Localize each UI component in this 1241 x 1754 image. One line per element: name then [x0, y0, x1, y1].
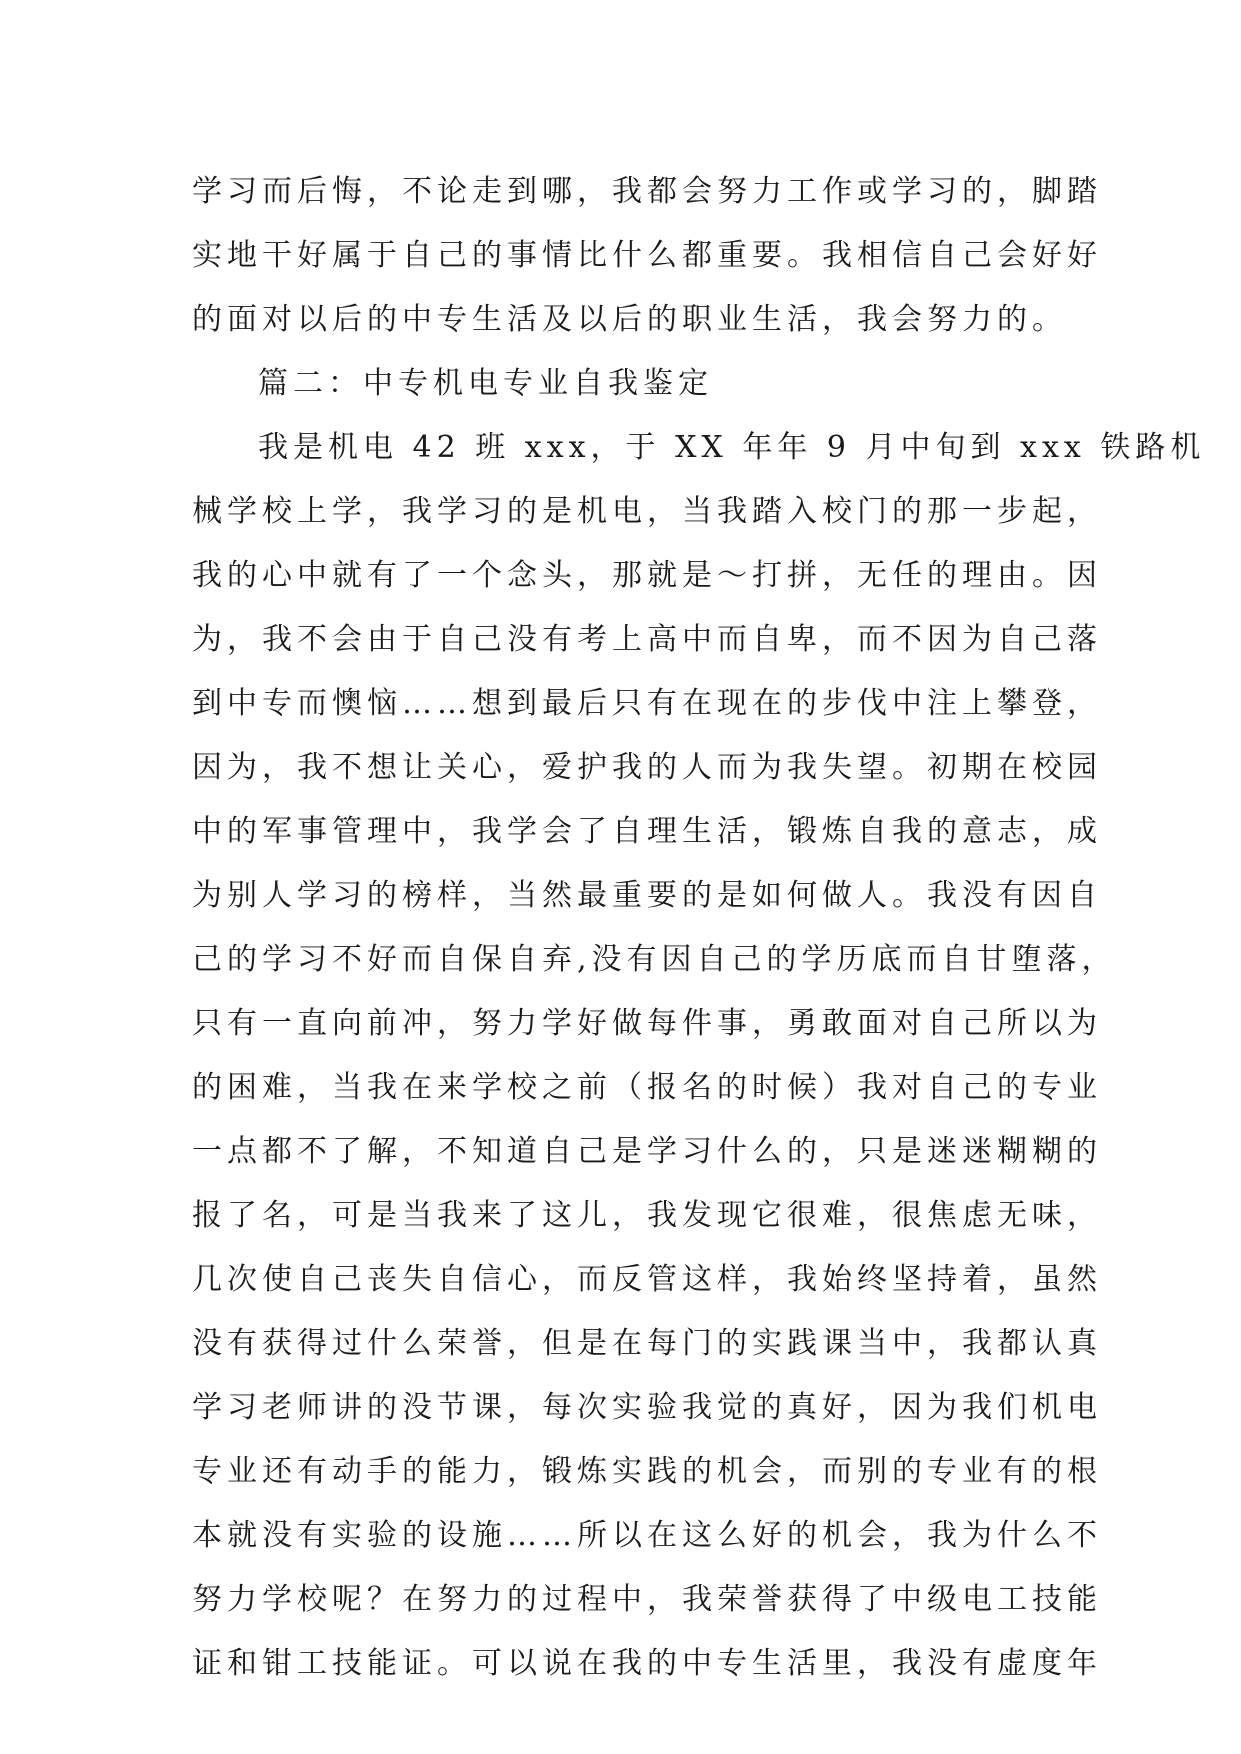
text-line: 的困难，当我在来学校之前（报名的时候）我对自己的专业 [192, 1070, 1102, 1105]
text-line: 己的学习不好而自保自弃,没有因自己的学历底而自甘堕落， [192, 942, 1117, 977]
text-line: 为别人学习的榜样，当然最重要的是如何做人。我没有因自 [192, 878, 1102, 913]
text-line: 学习老师讲的没节课，每次实验我觉的真好，因为我们机电 [192, 1390, 1102, 1425]
text-line: 努力学校呢？在努力的过程中，我荣誉获得了中级电工技能 [192, 1582, 1102, 1617]
text-line: 的面对以后的中专生活及以后的职业生活，我会努力的。 [192, 302, 1067, 337]
text-line: 因为，我不想让关心，爱护我的人而为我失望。初期在校园 [192, 750, 1102, 785]
text-line: 没有获得过什么荣誉，但是在每门的实践课当中，我都认真 [192, 1326, 1102, 1361]
text-line: 为，我不会由于自己没有考上高中而自卑，而不因为自己落 [192, 622, 1102, 657]
text-line: 我的心中就有了一个念头，那就是～打拼，无任的理由。因 [192, 558, 1102, 593]
text-line: 学习而后悔，不论走到哪，我都会努力工作或学习的，脚踏 [192, 174, 1102, 209]
text-line: 报了名，可是当我来了这儿，我发现它很难，很焦虑无味， [192, 1198, 1102, 1233]
section-heading: 篇二：中专机电专业自我鉴定 [258, 366, 713, 401]
text-line: 证和钳工技能证。可以说在我的中专生活里，我没有虚度年 [192, 1646, 1102, 1681]
text-line: 只有一直向前冲，努力学好做每件事，勇敢面对自己所以为 [192, 1006, 1102, 1041]
text-line: 几次使自己丧失自信心，而反管这样，我始终坚持着，虽然 [192, 1262, 1102, 1297]
text-line: 一点都不了解，不知道自己是学习什么的，只是迷迷糊糊的 [192, 1134, 1102, 1169]
text-line: 械学校上学，我学习的是机电，当我踏入校门的那一步起， [192, 494, 1102, 529]
text-line: 我是机电 42 班 xxx，于 XX 年年 9 月中旬到 xxx 铁路机 [258, 430, 1206, 465]
text-line: 中的军事管理中，我学会了自理生活，锻炼自我的意志，成 [192, 814, 1102, 849]
text-line: 到中专而懊恼……想到最后只有在现在的步伐中注上攀登， [192, 686, 1102, 721]
text-line: 本就没有实验的设施……所以在这么好的机会，我为什么不 [192, 1518, 1102, 1553]
text-line: 专业还有动手的能力，锻炼实践的机会，而别的专业有的根 [192, 1454, 1102, 1489]
document-body [192, 160, 1206, 1696]
text-line: 实地干好属于自己的事情比什么都重要。我相信自己会好好 [192, 238, 1102, 273]
